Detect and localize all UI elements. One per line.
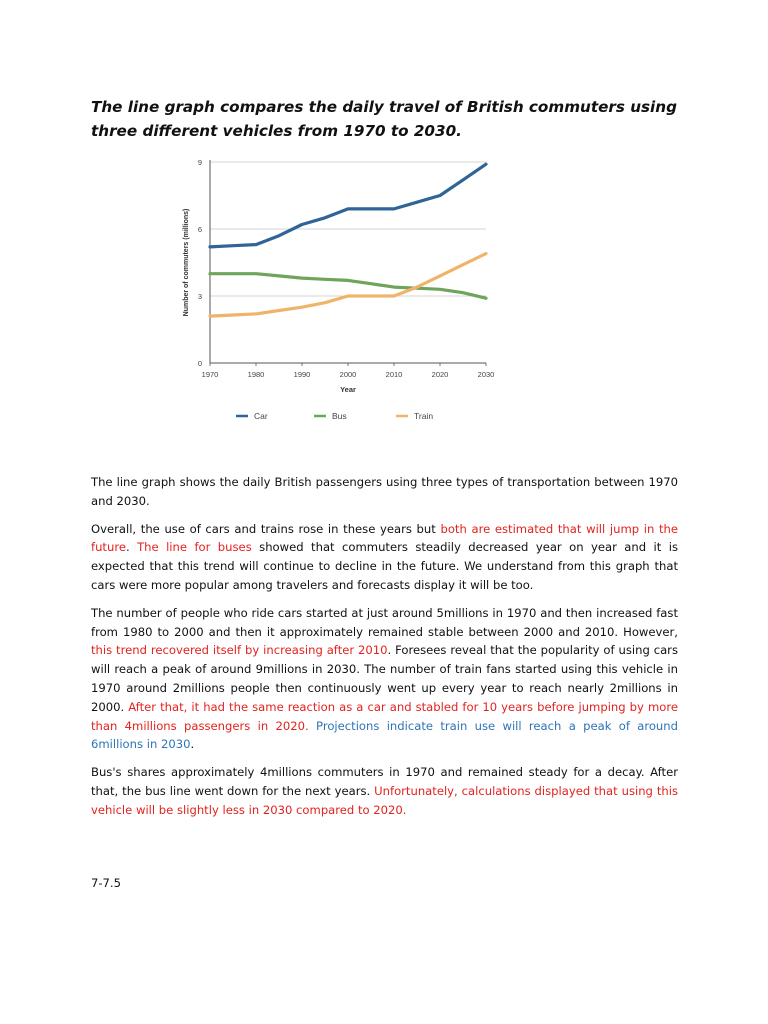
text-run: . Foresees reveal that the popularity of using cars will reach a peak of around 9millions in 2030. The number of train fans started using this vehicle in 1970 around 2millions people then continuously went up every year to reach nearly 2millions in 2000. bbox=[91, 643, 678, 714]
text-run: showed that commuters steadily decreased year on year and it is expected that this trend will continue to decline in the future. We understand from this graph that cars were more popular among travelers and forecasts display it will be too. bbox=[91, 540, 679, 592]
x-tick-label: 2000 bbox=[339, 370, 357, 379]
series-line-train bbox=[210, 254, 486, 317]
y-tick-label: 0 bbox=[197, 359, 202, 368]
y-tick-label: 3 bbox=[197, 292, 202, 301]
y-axis-label: Number of commuters (millions) bbox=[183, 208, 190, 317]
paragraph-2 bbox=[91, 520, 678, 595]
paragraph-1 bbox=[91, 473, 678, 511]
text-run: Projections indicate train use will reach a peak of around 6millions in 2030 bbox=[91, 718, 678, 752]
text-run: . bbox=[190, 737, 195, 752]
paragraph-4 bbox=[91, 763, 678, 819]
text-run: this trend recovered itself by increasing after 2010 bbox=[91, 643, 388, 658]
text-run: Unfortunately, calculations displayed that using this vehicle will be slightly less in 2030 compared to 2020. bbox=[91, 783, 678, 817]
x-tick-label: 2020 bbox=[431, 370, 449, 379]
x-tick-label: 2030 bbox=[477, 370, 495, 379]
text-run: . bbox=[125, 540, 138, 555]
y-tick-label: 9 bbox=[197, 158, 202, 167]
line-chart-svg bbox=[176, 150, 506, 432]
x-tick-label: 1970 bbox=[201, 370, 219, 379]
text-run: The line graph shows the daily British passengers using three types of transportation between 1970 and 2030. bbox=[91, 475, 678, 508]
legend-label-bus: Bus bbox=[332, 411, 347, 421]
y-tick-label: 6 bbox=[197, 225, 202, 234]
score-note: 7-7.5 bbox=[91, 876, 121, 890]
x-tick-label: 2010 bbox=[385, 370, 403, 379]
text-run: both are estimated that will jump in the future bbox=[91, 521, 678, 555]
document-title: The line graph compares the daily travel of British commuters using three different vehicles from 1970 to 2030. bbox=[91, 98, 677, 140]
text-run bbox=[309, 719, 316, 733]
x-tick-label: 1990 bbox=[293, 370, 311, 379]
legend-label-car: Car bbox=[254, 411, 268, 421]
x-axis-label: Year bbox=[340, 385, 356, 394]
x-tick-label: 1980 bbox=[247, 370, 265, 379]
text-run: Overall, the use of cars and trains rose in these years but bbox=[91, 521, 441, 536]
body-text bbox=[91, 473, 678, 829]
legend-label-train: Train bbox=[414, 411, 434, 421]
text-run: Bus's shares approximately 4millions commuters in 1970 and remained steady for a decay. After that, the bus line went down for the next years. bbox=[91, 765, 678, 798]
text-run: The line for buses bbox=[137, 540, 252, 555]
paragraph-3 bbox=[91, 604, 678, 754]
line-chart bbox=[176, 150, 506, 432]
text-run: The number of people who ride cars started at just around 5millions in 1970 and then increased fast from 1980 to 2000 and then it approximately remained stable between 2000 and 2010. However, bbox=[91, 605, 678, 639]
text-run: After that, it had the same reaction as a car and stabled for 10 years before jumping by more than 4millions passengers in 2020. bbox=[91, 699, 678, 733]
series-line-car bbox=[210, 164, 486, 247]
